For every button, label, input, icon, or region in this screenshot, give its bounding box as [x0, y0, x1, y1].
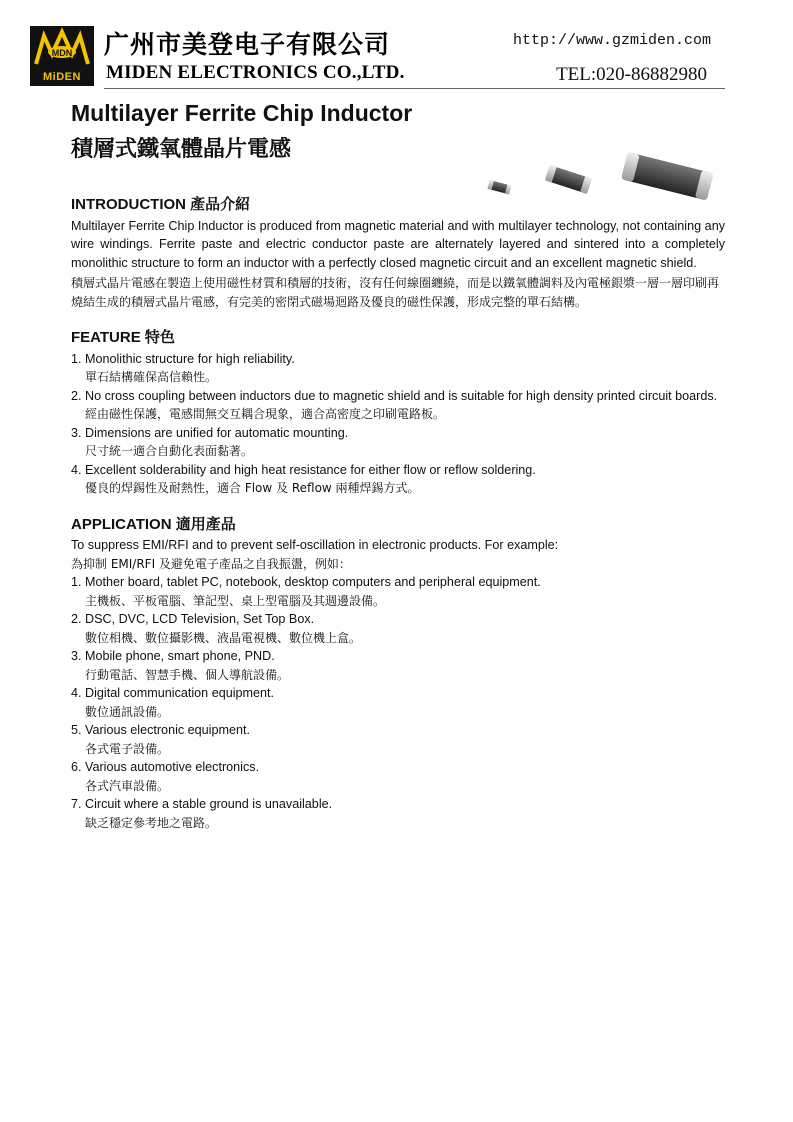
application-item-en: 5. Various electronic equipment.: [71, 723, 250, 737]
introduction-text-cn: 積層式晶片電感在製造上使用磁性材質和積層的技術，沒有任何線圈纏繞，而是以鐵氧體調料及內電極銀漿一層一層印刷再燒結生成的積層式晶片電感，有完美的密閉式磁場迴路及優良的磁性保護，形成完整的單石結構。: [71, 276, 720, 309]
document-title-cn: 積層式鐵氧體晶片電感: [71, 137, 292, 162]
feature-item: [71, 461, 725, 498]
chip-medium: [545, 165, 592, 194]
application-item-en: 2. DSC, DVC, LCD Television, Set Top Box.: [71, 612, 315, 626]
feature-item-en: 2. No cross coupling between inductors due to magnetic shield and is suitable for high density printed circuit boards.: [71, 388, 718, 403]
application-item: [71, 573, 725, 610]
introduction-heading: INTRODUCTION 產品介紹: [71, 196, 251, 213]
application-item-cn: 行動電話、智慧手機、個人導航設備。: [85, 667, 290, 682]
feature-heading: FEATURE 特色: [71, 329, 175, 346]
letterhead: [30, 22, 725, 90]
feature-section: [71, 329, 725, 498]
company-logo: [30, 26, 94, 86]
feature-item-cn: 經由磁性保護，電感間無交互耦合現象，適合高密度之印刷電路板。: [85, 407, 446, 421]
header-divider: [104, 88, 725, 89]
feature-item-en: 1. Monolithic structure for high reliability.: [71, 351, 295, 366]
application-item: [71, 721, 725, 758]
application-item: [71, 610, 725, 647]
application-item-cn: 各式電子設備。: [85, 741, 170, 756]
introduction-text-en: Multilayer Ferrite Chip Inductor is produced from magnetic material and with multilayer technology, not containing any wire windings. Ferrite paste and electric conductor paste are alternately layered and sintered into a completely monolithic structure to form an inductor with a perfectly closed magnetic circuit and an excellent magnetic shield.: [71, 218, 725, 270]
feature-item-en: 4. Excellent solderability and high heat resistance for either flow or reflow soldering.: [71, 462, 536, 477]
application-section: [71, 516, 725, 833]
feature-item-cn: 優良的焊錫性及耐熱性，適合 Flow 及 Reflow 兩種焊錫方式。: [85, 481, 420, 495]
feature-item-cn: 單石結構確保高信賴性。: [85, 370, 218, 384]
company-name-en: MIDEN ELECTRONICS CO.,LTD.: [106, 62, 405, 83]
application-heading: APPLICATION 適用產品: [71, 515, 236, 533]
chip-large: [621, 152, 713, 200]
document-title-en: Multilayer Ferrite Chip Inductor: [71, 100, 413, 126]
feature-item-cn: 尺寸統一適合自動化表面黏著。: [85, 444, 254, 458]
logo-emblem-icon: [30, 26, 94, 70]
document-body: [71, 196, 725, 846]
telephone: TEL:020-86882980: [556, 64, 707, 85]
website-url: http://www.gzmiden.com: [512, 32, 711, 49]
application-item-en: 3. Mobile phone, smart phone, PND.: [71, 649, 275, 663]
application-item-cn: 數位相機、數位攝影機、液晶電視機、數位機上盒。: [85, 630, 362, 645]
application-item-en: 1. Mother board, tablet PC, notebook, desktop computers and peripheral equipment.: [71, 575, 541, 589]
application-item-en: 6. Various automotive electronics.: [71, 760, 260, 774]
company-name-cn: 广州市美登电子有限公司: [104, 30, 391, 59]
application-item: [71, 647, 725, 684]
application-item: [71, 684, 725, 721]
feature-item: [71, 387, 725, 424]
application-intro-en: To suppress EMI/RFI and to prevent self-oscillation in electronic products. For example:: [71, 538, 559, 552]
application-item: [71, 795, 725, 832]
feature-item: [71, 424, 725, 461]
application-intro-cn: 為抑制 EMI/RFI 及避免電子產品之自我振盪，例如：: [71, 556, 351, 571]
chip-inductor-photo: [480, 150, 730, 200]
logo-monogram: MDN: [51, 48, 73, 58]
introduction-section: [71, 196, 725, 311]
chip-small: [488, 180, 512, 194]
application-item-en: 7. Circuit where a stable ground is unavailable.: [71, 797, 333, 811]
application-item-cn: 缺乏穩定參考地之電路。: [85, 815, 218, 830]
application-item-cn: 主機板、平板電腦、筆記型、桌上型電腦及其週邊設備。: [85, 593, 386, 608]
feature-item: [71, 350, 725, 387]
application-item-cn: 各式汽車設備。: [85, 778, 170, 793]
application-item: [71, 758, 725, 795]
feature-item-en: 3. Dimensions are unified for automatic mounting.: [71, 425, 349, 440]
application-item-cn: 數位通訊設備。: [85, 704, 170, 719]
logo-wordmark: MiDEN: [43, 71, 81, 83]
application-item-en: 4. Digital communication equipment.: [71, 686, 275, 700]
